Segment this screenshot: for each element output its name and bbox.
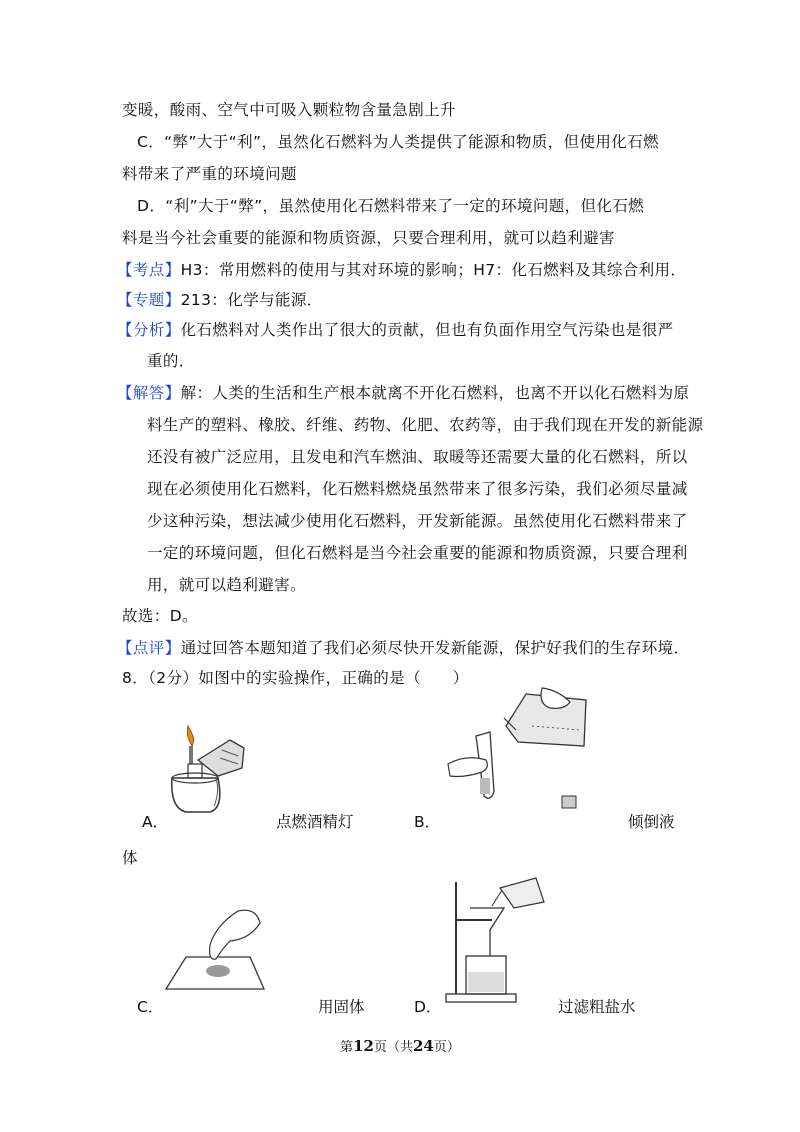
jieda-line: 用，就可以趋利避害。	[147, 576, 307, 594]
jieda-line: 现在必须使用化石燃料，化石燃料燃烧虽然带来了很多污染，我们必须尽量减	[147, 480, 688, 498]
option-d-text: D．“利”大于“弊”，虽然使用化石燃料带来了一定的环境问题，但化石燃	[137, 197, 645, 215]
jieda-line: 一定的环境问题，但化石燃料是当今社会重要的能源和物质资源，只要合理利	[147, 544, 688, 562]
jieda-text: 解：人类的生活和生产根本就离不开化石燃料，也离不开以化石燃料为原	[180, 384, 690, 402]
page-footer	[0, 1036, 800, 1055]
jieda-line: 还没有被广泛应用，且发电和汽车燃油、取暖等还需要大量的化石燃料，所以	[147, 448, 688, 466]
zhuanti-line	[117, 288, 323, 310]
option-a-text: 点燃酒精灯	[276, 813, 354, 831]
question-8: 8．（2分）如图中的实验操作，正确的是（ ）	[122, 669, 469, 687]
footer-pre: 第	[340, 1040, 354, 1055]
footer-mid: 页（共	[373, 1040, 413, 1055]
figure-a-alcohol-lamp	[158, 720, 250, 830]
option-d-letter: D．	[414, 998, 442, 1016]
footer-post: 页）	[433, 1040, 460, 1055]
option-b-text-cont: 体	[122, 849, 138, 867]
kaodian-tag: 【考点】	[117, 261, 181, 279]
answer-line: 故选：D。	[122, 607, 198, 625]
text-line: 料带来了严重的环境问题	[122, 165, 297, 183]
text-line: 料是当今社会重要的能源和物质资源，只要合理利用，就可以趋利避害	[122, 229, 615, 247]
zhuanti-tag: 【专题】	[117, 291, 181, 309]
fenxi-text: 化石燃料对人类作出了很大的贡献，但也有负面作用空气污染也是很严	[180, 321, 674, 339]
jieda-line	[117, 381, 689, 403]
fenxi-tag: 【分析】	[117, 321, 181, 339]
fenxi-line	[117, 318, 674, 340]
zhuanti-text: 213：化学与能源．	[180, 291, 323, 309]
dianping-tag: 【点评】	[117, 639, 181, 657]
dianping-line	[117, 636, 689, 658]
fenxi-line-2: 重的．	[147, 352, 195, 370]
jieda-line: 料生产的塑料、橡胶、纤维、药物、化肥、农药等，由于我们现在开发的新能源	[147, 416, 704, 434]
jieda-line: 少这种污染，想法减少使用化石燃料，开发新能源。虽然使用化石燃料带来了	[147, 512, 688, 530]
option-c-text: 用固体	[318, 998, 365, 1016]
figure-b-pouring-liquid	[446, 686, 596, 816]
figure-d-filtration	[440, 872, 550, 1004]
option-b-text: 倾倒液	[628, 813, 675, 831]
kaodian-line	[117, 258, 686, 280]
option-b-letter: B．	[414, 813, 441, 831]
jieda-tag: 【解答】	[117, 384, 181, 402]
figure-c-solid-sample	[160, 905, 272, 997]
option-c-letter: C．	[137, 998, 164, 1016]
option-a-letter: A．	[142, 813, 169, 831]
option-c-text: C．“弊”大于“利”，虽然化石燃料为人类提供了能源和物质，但使用化石燃	[137, 133, 659, 151]
kaodian-text: H3：常用燃料的使用与其对环境的影响；H7：化石燃料及其综合利用．	[180, 261, 687, 279]
page-total: 24	[413, 1037, 434, 1055]
page-number: 12	[353, 1037, 374, 1055]
dianping-text: 通过回答本题知道了我们必须尽快开发新能源，保护好我们的生存环境．	[180, 639, 690, 657]
text-line: 变暖，酸雨、空气中可吸入颗粒物含量急剧上升	[122, 101, 456, 119]
option-d-text: 过滤粗盐水	[558, 998, 636, 1016]
